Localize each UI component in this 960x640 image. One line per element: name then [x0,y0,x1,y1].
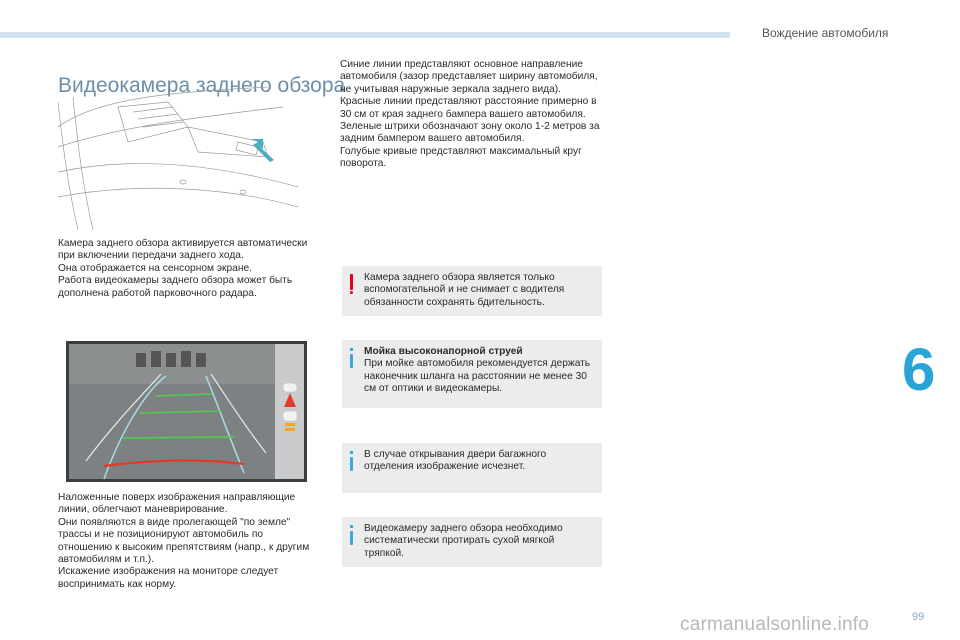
page-number: 99 [912,611,925,623]
info-box-cleaning [342,517,602,567]
header-bar [0,32,730,38]
intro-paragraph-1: Камера заднего обзора активируется автоматически при включении передачи заднего хода. [58,238,308,262]
info-icon [350,531,353,545]
info-icon [350,457,353,471]
red-lines-text: Красные линии представляют расстояние примерно в 30 см от края заднего бампера вашего автомобиля. [340,96,597,120]
trunk-text: В случае открывания двери багажного отделения изображение исчезнет. [364,449,547,473]
info-box-trunk [342,443,602,493]
page-title: Видеокамера заднего обзора [58,74,346,98]
blue-lines-text: Синие линии представляют основное направление автомобиля (зазор представляет ширину автомобиля, не учитывая наружные зеркала заднего вида). [340,59,598,95]
info-icon-dot [350,451,353,454]
overlay-lines-text [58,492,316,591]
cyan-curves-text: Голубые кривые представляют максимальный круг поворота. [340,145,582,170]
intro-text [58,238,313,300]
car-rear-illustration [58,87,298,230]
camera-display-illustration [66,341,307,482]
washing-text: При мойке автомобиля рекомендуется держать наконечник шланга на расстоянии не менее 30 см от оптики и видеокамеры. [364,358,591,395]
overlay-paragraph-1: Наложенные поверх изображения направляющие линии, облегчают маневрирование. [58,492,296,516]
guide-green-near [122,437,234,438]
watermark: carmanualsonline.info [680,614,870,635]
overlay-paragraph-3: Искажение изображения на мониторе следует воспринимать как норму. [58,566,279,590]
warning-box [342,266,602,316]
info-icon-dot [350,348,353,351]
warning-icon-dot [350,291,353,294]
intro-paragraph-2: Она отображается на сенсорном экране. [58,262,252,274]
guide-lines-description [340,59,605,171]
overlay-paragraph-2: Они появляются в виде пролегающей "по земле" трассы и не позиционируют автомобиль по отношению к высоким препятствиям (напр., к другим автомобилям и т.п.). [58,516,310,566]
warning-icon [350,274,353,290]
green-lines-text: Зеленые штрихи обозначают зону около 1-2 метров за задним бампером вашего автомобиля. [340,121,600,145]
section-title: Вождение автомобиля [762,26,889,40]
intro-paragraph-3: Работа видеокамеры заднего обзора может быть дополнена работой парковочного радара. [58,275,293,299]
info-icon [350,354,353,368]
warning-text: Камера заднего обзора является только вспомогательной и не снимает с водителя обязанности сохранять бдительность. [364,272,565,308]
info-icon-dot [350,525,353,528]
chapter-number: 6 [902,336,936,403]
cleaning-text: Видеокамеру заднего обзора необходимо систематически протирать сухой мягкой тряпкой. [364,523,563,559]
info-box-washing [342,340,602,408]
washing-title: Мойка высоконапорной струей [364,346,523,357]
